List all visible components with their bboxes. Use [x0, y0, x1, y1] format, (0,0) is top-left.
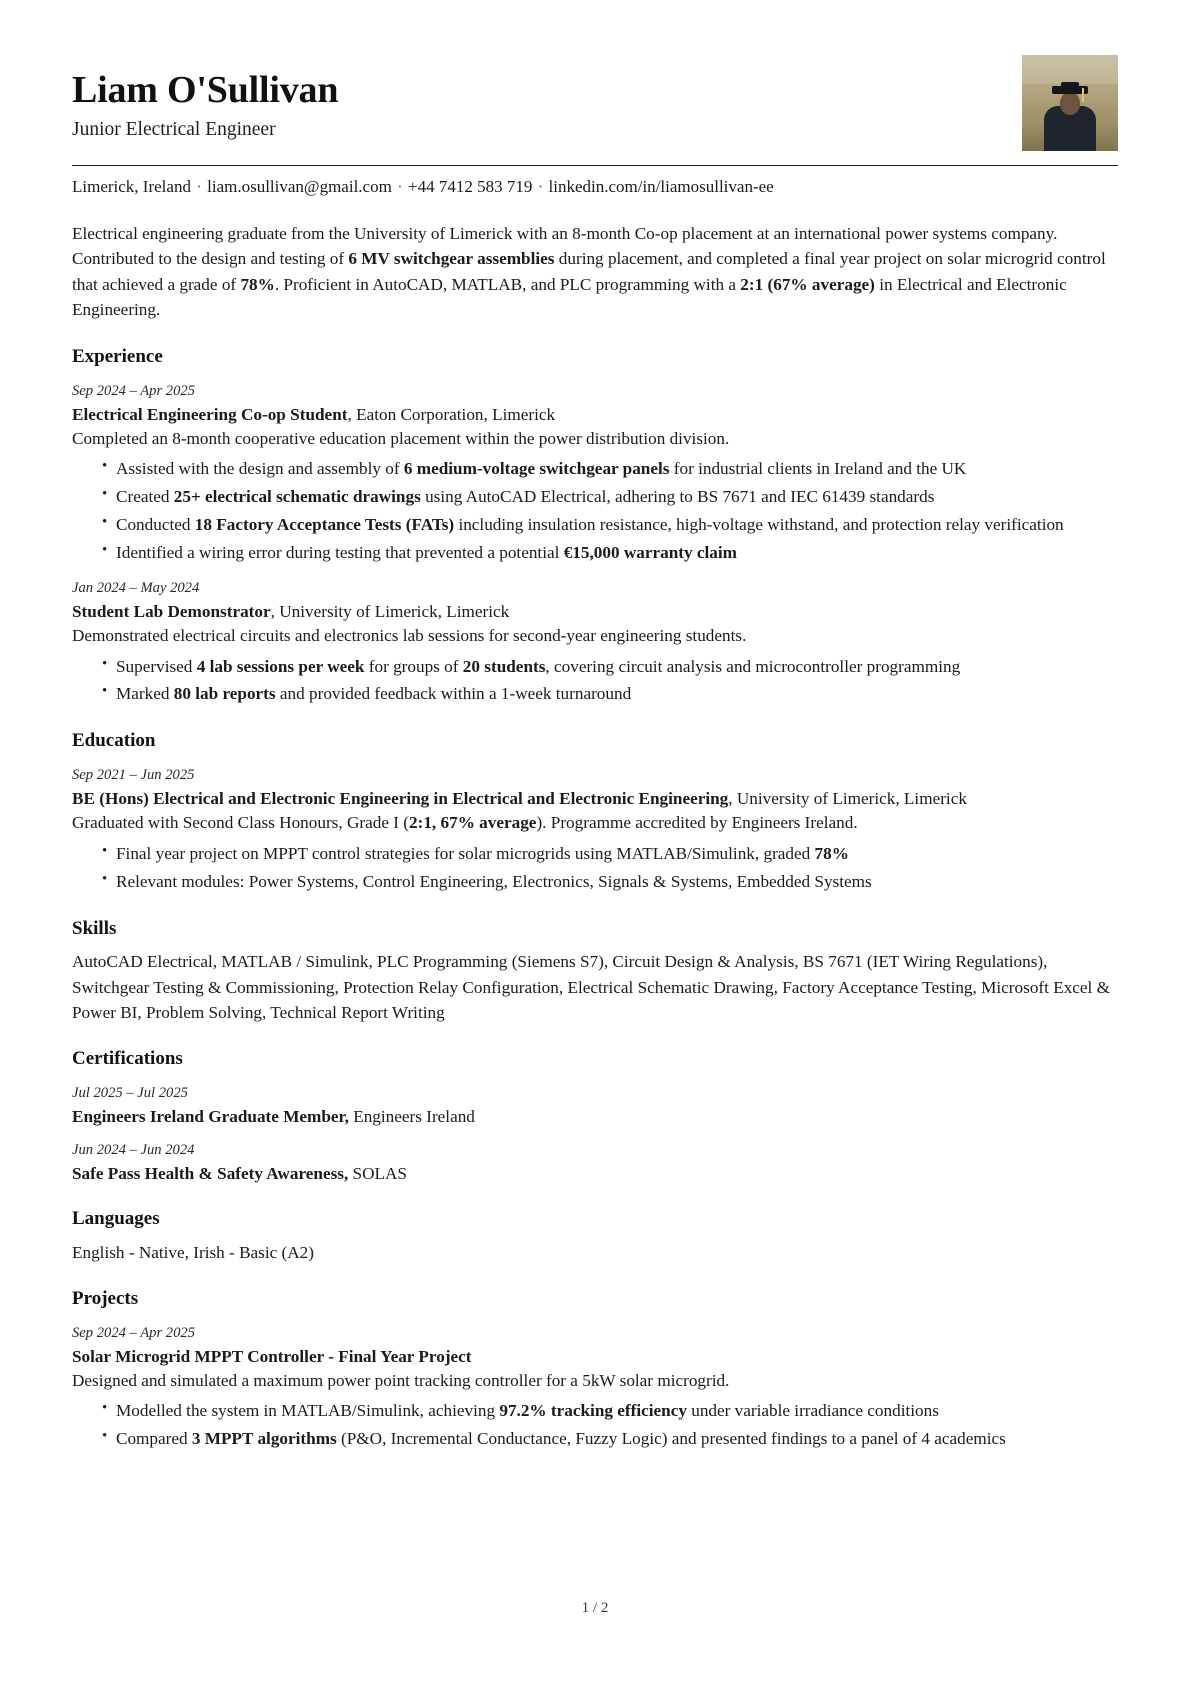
bullet-text: Identified a wiring error during testing that prevented a potential	[116, 542, 564, 562]
bullet-emphasis: 78%	[814, 843, 849, 863]
list-item	[102, 513, 1118, 538]
list-item	[102, 842, 1118, 867]
section-title-projects: Projects	[72, 1287, 139, 1309]
bullet-emphasis: 3 MPPT algorithms	[191, 1429, 337, 1449]
contact-separator: ·	[196, 177, 202, 196]
entry-title-emphasis: Solar Microgrid MPPT Controller - Final Year Project	[72, 1346, 472, 1366]
section-certifications	[72, 1048, 1118, 1185]
entry-title-emphasis: Engineers Ireland Graduate Member,	[72, 1106, 349, 1126]
list-item	[102, 1427, 1118, 1452]
avatar	[1022, 55, 1118, 151]
contact-linkedin[interactable]: linkedin.com/in/liamosullivan-ee	[548, 177, 774, 196]
section-title-education: Education	[72, 730, 156, 752]
entry-certifications	[72, 1084, 1118, 1128]
entry-date: Sep 2024 – Apr 2025	[72, 1324, 195, 1341]
bullet-text: Assisted with the design and assembly of	[116, 459, 404, 479]
section-skills	[72, 918, 1118, 1025]
entry-title-text: SOLAS	[348, 1163, 407, 1183]
entry-title-emphasis: Student Lab Demonstrator	[72, 601, 271, 621]
entry-description-text: ). Programme accredited by Engineers Ireland.	[536, 813, 858, 833]
bullet-text: Marked	[116, 684, 174, 704]
entry-title	[72, 600, 1118, 623]
photo-person-head	[1060, 92, 1080, 115]
entry-date: Jun 2024 – Jun 2024	[72, 1141, 195, 1158]
section-education	[72, 730, 1118, 894]
entry-bullet-list	[72, 655, 1118, 708]
entry-description: Demonstrated electrical circuits and electronics lab sessions for second-year engineering students.	[72, 626, 747, 646]
bullet-emphasis: 20 students	[462, 656, 546, 676]
entry-title	[72, 403, 1118, 426]
list-item	[102, 1399, 1118, 1424]
contact-line	[72, 176, 1118, 199]
entry-bullet-list	[72, 842, 1118, 895]
entry-certifications	[72, 1141, 1118, 1185]
bullet-emphasis: 4 lab sessions per week	[196, 656, 365, 676]
entry-title-text: Engineers Ireland	[348, 1106, 475, 1126]
entry-title	[72, 1105, 1118, 1128]
entry-title-text: , University of Limerick, Limerick	[270, 601, 510, 621]
graduation-tassel-icon	[1082, 88, 1084, 102]
entry-date: Jan 2024 – May 2024	[72, 579, 200, 596]
header-divider	[72, 165, 1118, 166]
entry-education	[72, 766, 1118, 894]
entry-description-emphasis: 2:1, 67% average	[409, 813, 537, 833]
summary-emphasis: 2:1 (67% average)	[740, 274, 875, 294]
summary-text: during placement, and completed a final year project on solar microgrid control that achieved a grade of	[72, 249, 1106, 294]
bullet-text: Final year project on MPPT control strategies for solar microgrids using MATLAB/Simulink, graded	[116, 843, 815, 863]
entry-title	[72, 1162, 1118, 1185]
entry-experience	[72, 382, 1118, 566]
list-item	[102, 485, 1118, 510]
bullet-emphasis: 80 lab reports	[173, 684, 276, 704]
entry-description: Designed and simulated a maximum power point tracking controller for a 5kW solar microgrid.	[72, 1370, 730, 1390]
entry-title-text: , Eaton Corporation, Limerick	[347, 404, 556, 424]
bullet-text: including insulation resistance, high-voltage withstand, and protection relay verification	[454, 515, 1064, 535]
skills-body-text: AutoCAD Electrical, MATLAB / Simulink, PLC Programming (Siemens S7), Circuit Design & Analysis, BS 7671 (IET Wiring Regulations), Switchgear Testing & Commissioning, Protection Relay Configuration, Electrical Schematic Drawing, Factory Acceptance Testing, Microsoft Excel & Power BI, Problem Solving, Technical Report Writing	[72, 952, 1110, 1022]
bullet-text: under variable irradiance conditions	[686, 1401, 939, 1421]
languages-body-text: English - Native, Irish - Basic (A2)	[72, 1242, 315, 1262]
summary-text: . Proficient in AutoCAD, MATLAB, and PLC programming with a	[274, 274, 741, 294]
entry-title-text: , University of Limerick, Limerick	[728, 789, 967, 809]
resume-sections	[72, 346, 1118, 1452]
entry-experience	[72, 579, 1118, 707]
summary-text: in Electrical and Electronic Engineering.	[72, 274, 1067, 320]
list-item	[102, 655, 1118, 680]
summary-text: Electrical engineering graduate from the University of Limerick with an 8-month Co-op placement at an international power systems company. Contributed to the design and testing of	[72, 223, 1058, 269]
identity-block	[72, 52, 338, 141]
summary-emphasis: 78%	[240, 274, 275, 294]
page-footer	[0, 1600, 1190, 1617]
entry-title	[72, 1345, 1118, 1368]
resume-header	[72, 52, 1118, 151]
entry-description-text: Graduated with Second Class Honours, Grade I (	[72, 813, 409, 833]
bullet-text: for industrial clients in Ireland and the UK	[669, 459, 967, 479]
section-projects	[72, 1288, 1118, 1452]
list-item	[102, 682, 1118, 707]
entry-date: Jul 2025 – Jul 2025	[72, 1084, 188, 1101]
entry-title-emphasis: Electrical Engineering Co-op Student	[72, 404, 348, 424]
bullet-text: Conducted	[116, 515, 195, 535]
entry-date: Sep 2024 – Apr 2025	[72, 382, 195, 399]
bullet-text: and provided feedback within a 1-week turnaround	[275, 684, 632, 704]
entry-description: Completed an 8-month cooperative education placement within the power distribution division.	[72, 428, 730, 448]
bullet-emphasis: €15,000 warranty claim	[563, 542, 737, 562]
bullet-text: for groups of	[364, 656, 463, 676]
section-title-skills: Skills	[72, 917, 117, 939]
section-experience	[72, 346, 1118, 708]
list-item	[102, 541, 1118, 566]
bullet-text: Supervised	[116, 656, 197, 676]
summary-emphasis: 6 MV switchgear assemblies	[348, 249, 555, 269]
section-title-experience: Experience	[72, 345, 163, 367]
entry-projects	[72, 1324, 1118, 1452]
entry-title-emphasis: Safe Pass Health & Safety Awareness,	[72, 1163, 349, 1183]
contact-separator: ·	[397, 177, 403, 196]
page-title: Liam O'Sullivan	[72, 69, 339, 111]
bullet-text: using AutoCAD Electrical, adhering to BS 7671 and IEC 61439 standards	[420, 487, 935, 507]
section-title-certifications: Certifications	[72, 1047, 183, 1069]
entry-title	[72, 787, 1118, 810]
bullet-text: Relevant modules: Power Systems, Control Engineering, Electronics, Signals & Systems, Embedded Systems	[116, 871, 872, 891]
contact-location: Limerick, Ireland	[72, 177, 191, 196]
bullet-emphasis: 6 medium-voltage switchgear panels	[403, 459, 670, 479]
bullet-text: Compared	[116, 1429, 192, 1449]
bullet-emphasis: 25+ electrical schematic drawings	[173, 487, 421, 507]
entry-title-emphasis: BE (Hons) Electrical and Electronic Engineering in Electrical and Electronic Engineering	[72, 789, 729, 809]
bullet-text: (P&O, Incremental Conductance, Fuzzy Logic) and presented findings to a panel of 4 academics	[336, 1429, 1006, 1449]
section-languages	[72, 1208, 1118, 1265]
entry-bullet-list	[72, 457, 1118, 566]
bullet-emphasis: 97.2% tracking efficiency	[499, 1401, 687, 1421]
entry-bullet-list	[72, 1399, 1118, 1452]
contact-email[interactable]: liam.osullivan@gmail.com	[207, 177, 392, 196]
entry-date: Sep 2021 – Jun 2025	[72, 767, 195, 784]
job-headline: Junior Electrical Engineer	[72, 119, 276, 141]
contact-phone[interactable]: +44 7412 583 719	[407, 177, 533, 196]
bullet-text: Modelled the system in MATLAB/Simulink, achieving	[116, 1401, 500, 1421]
list-item	[102, 870, 1118, 895]
summary-paragraph	[72, 221, 1118, 323]
bullet-text: Created	[116, 487, 174, 507]
list-item	[102, 457, 1118, 482]
bullet-text: , covering circuit analysis and microcontroller programming	[545, 656, 961, 676]
bullet-emphasis: 18 Factory Acceptance Tests (FATs)	[194, 515, 455, 535]
contact-separator: ·	[537, 177, 544, 196]
page-number: 1 / 2	[581, 1600, 609, 1616]
section-title-languages: Languages	[72, 1207, 160, 1229]
photo-person	[1044, 78, 1096, 151]
entry-description	[72, 811, 1118, 835]
